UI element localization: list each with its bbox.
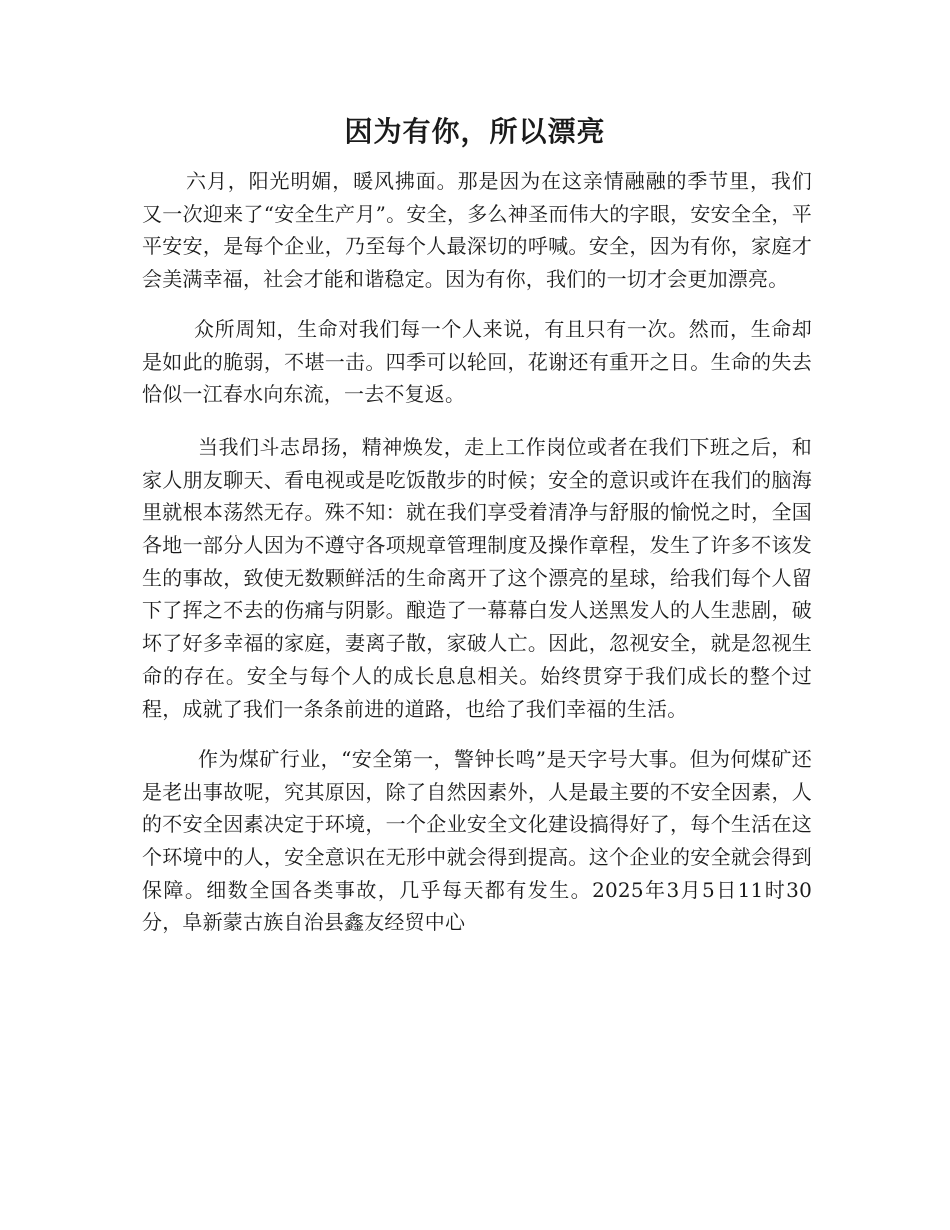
document-title: 因为有你，所以漂亮	[344, 115, 606, 148]
paragraph-2: 众所周知，生命对我们每一个人来说，有且只有一次。然而，生命却是如此的脆弱，不堪一击。四季可以轮回，花谢还有重开之日。生命的失去恰似一江春水向东流，一去不复返。	[142, 317, 812, 407]
paragraph-1: 六月，阳光明媚，暖风拂面。那是因为在这亲情融融的季节里，我们又一次迎来了“安全生产月”。安全，多么神圣而伟大的字眼，安安全全，平平安安，是每个企业，乃至每个人最深切的呼喊。安全，因为有你，家庭才会美满幸福，社会才能和谐稳定。因为有你，我们的一切才会更加漂亮。	[142, 169, 812, 291]
paragraph-3: 当我们斗志昂扬，精神焕发，走上工作岗位或者在我们下班之后，和家人朋友聊天、看电视或是吃饭散步的时候；安全的意识或许在我们的脑海里就根本荡然无存。殊不知：就在我们享受着清净与舒服的愉悦之时，全国各地一部分人因为不遵守各项规章管理制度及操作章程，发生了许多不该发生的事故，致使无数颗鲜活的生命离开了这个漂亮的星球，给我们每个人留下了挥之不去的伤痛与阴影。酿造了一幕幕白发人送黑发人的人生悲剧，破坏了好多幸福的家庭，妻离子散，家破人亡。因此，忽视安全，就是忽视生命的存在。安全与每个人的成长息息相关。始终贯穿于我们成长的整个过程，成就了我们一条条前进的道路，也给了我们幸福的生活。	[142, 434, 812, 721]
document-body	[142, 165, 812, 957]
paragraph-4: 作为煤矿行业，“安全第一，警钟长鸣”是天字号大事。但为何煤矿还是老出事故呢，究其原因，除了自然因素外，人是最主要的不安全因素，人的不安全因素决定于环境，一个企业安全文化建设搞得好了，每个生活在这个环境中的人，安全意识在无形中就会得到提高。这个企业的安全就会得到保障。细数全国各类事故，几乎每天都有发生。2025年3月5日11时30分，阜新蒙古族自治县鑫友经贸中心	[142, 747, 812, 935]
